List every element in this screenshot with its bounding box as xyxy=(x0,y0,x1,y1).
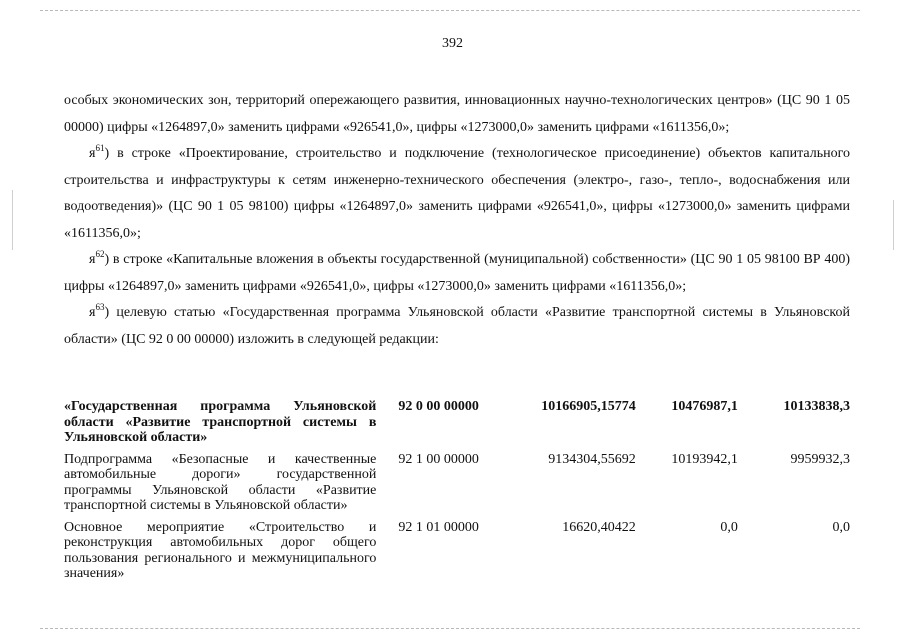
paragraph xyxy=(64,300,850,353)
budget-table xyxy=(64,399,850,588)
scan-artifact-bottom xyxy=(40,628,860,629)
table-row xyxy=(64,399,850,452)
row-name: Подпрограмма «Безопасные и качественные автомобильные дороги» государственной программы Ульяновской области «Развитие транспортной системы в Ульяновской области» xyxy=(64,451,377,513)
row-name: «Государственная программа Ульяновской области «Развитие транспортной системы в Ульяновской области» xyxy=(64,399,377,445)
item-letter: я xyxy=(89,146,96,161)
paragraph xyxy=(64,141,850,247)
item-number: 63 xyxy=(95,302,105,312)
document-body xyxy=(64,88,850,353)
paragraph xyxy=(64,247,850,300)
scan-artifact-left xyxy=(12,190,13,250)
paragraph xyxy=(64,88,850,141)
item-letter: я xyxy=(89,252,96,267)
paragraph-text: особых экономических зон, территорий опережающего развития, инновационных научно-технологических центров» (ЦС 90 1 05 00000) цифры «1264897,0» заменить цифрами «926541,0», цифры «1273000,0» заменить цифрами «1611356,0»; xyxy=(64,93,850,135)
row-code: 92 1 00 00000 xyxy=(398,451,479,467)
item-number: 61 xyxy=(95,143,105,153)
paragraph-text: ) целевую статью «Государственная программа Ульяновской области «Развитие транспортной системы в Ульяновской области» (ЦС 92 0 00 00000) изложить в следующей редакции: xyxy=(64,305,850,347)
table-row xyxy=(64,520,850,588)
scan-artifact-right xyxy=(893,200,894,250)
row-code: 92 0 00 00000 xyxy=(398,399,479,414)
item-letter: я xyxy=(89,305,96,320)
row-value-1: 9134304,55692 xyxy=(548,451,636,467)
table-row xyxy=(64,452,850,520)
row-value-3: 0,0 xyxy=(832,519,850,535)
row-value-2: 10476987,1 xyxy=(671,399,738,414)
page-number: 392 xyxy=(442,36,463,51)
row-name: Основное мероприятие «Строительство и реконструкция автомобильных дорог общего пользования регионального и межмуниципального значения» xyxy=(64,519,377,581)
item-number: 62 xyxy=(95,249,105,259)
paragraph-text: ) в строке «Проектирование, строительство и подключение (технологическое присоединение) объектов капитального строительства и инфраструктуры к сетям инженерно-технического обеспечения (электро-, газо-, тепло-, водоснабжения или водоотведения)» (ЦС 90 1 05 98100) цифры «1264897,0» заменить цифрами «926541,0», цифры «1273000,0» заменить цифрами «1611356,0»; xyxy=(64,146,850,241)
scan-artifact-top xyxy=(40,10,860,11)
row-value-2: 0,0 xyxy=(720,519,738,535)
row-value-3: 9959932,3 xyxy=(790,451,850,467)
row-value-1: 16620,40422 xyxy=(562,519,636,535)
row-code: 92 1 01 00000 xyxy=(398,519,479,535)
paragraph-text: ) в строке «Капитальные вложения в объекты государственной (муниципальной) собственности» (ЦС 90 1 05 98100 ВР 400) цифры «1264897,0» заменить цифрами «926541,0», цифры «1273000,0» заменить цифрами «1611356,0»; xyxy=(64,252,850,294)
row-value-2: 10193942,1 xyxy=(671,451,738,467)
row-value-1: 10166905,15774 xyxy=(541,399,636,414)
row-value-3: 10133838,3 xyxy=(783,399,850,414)
